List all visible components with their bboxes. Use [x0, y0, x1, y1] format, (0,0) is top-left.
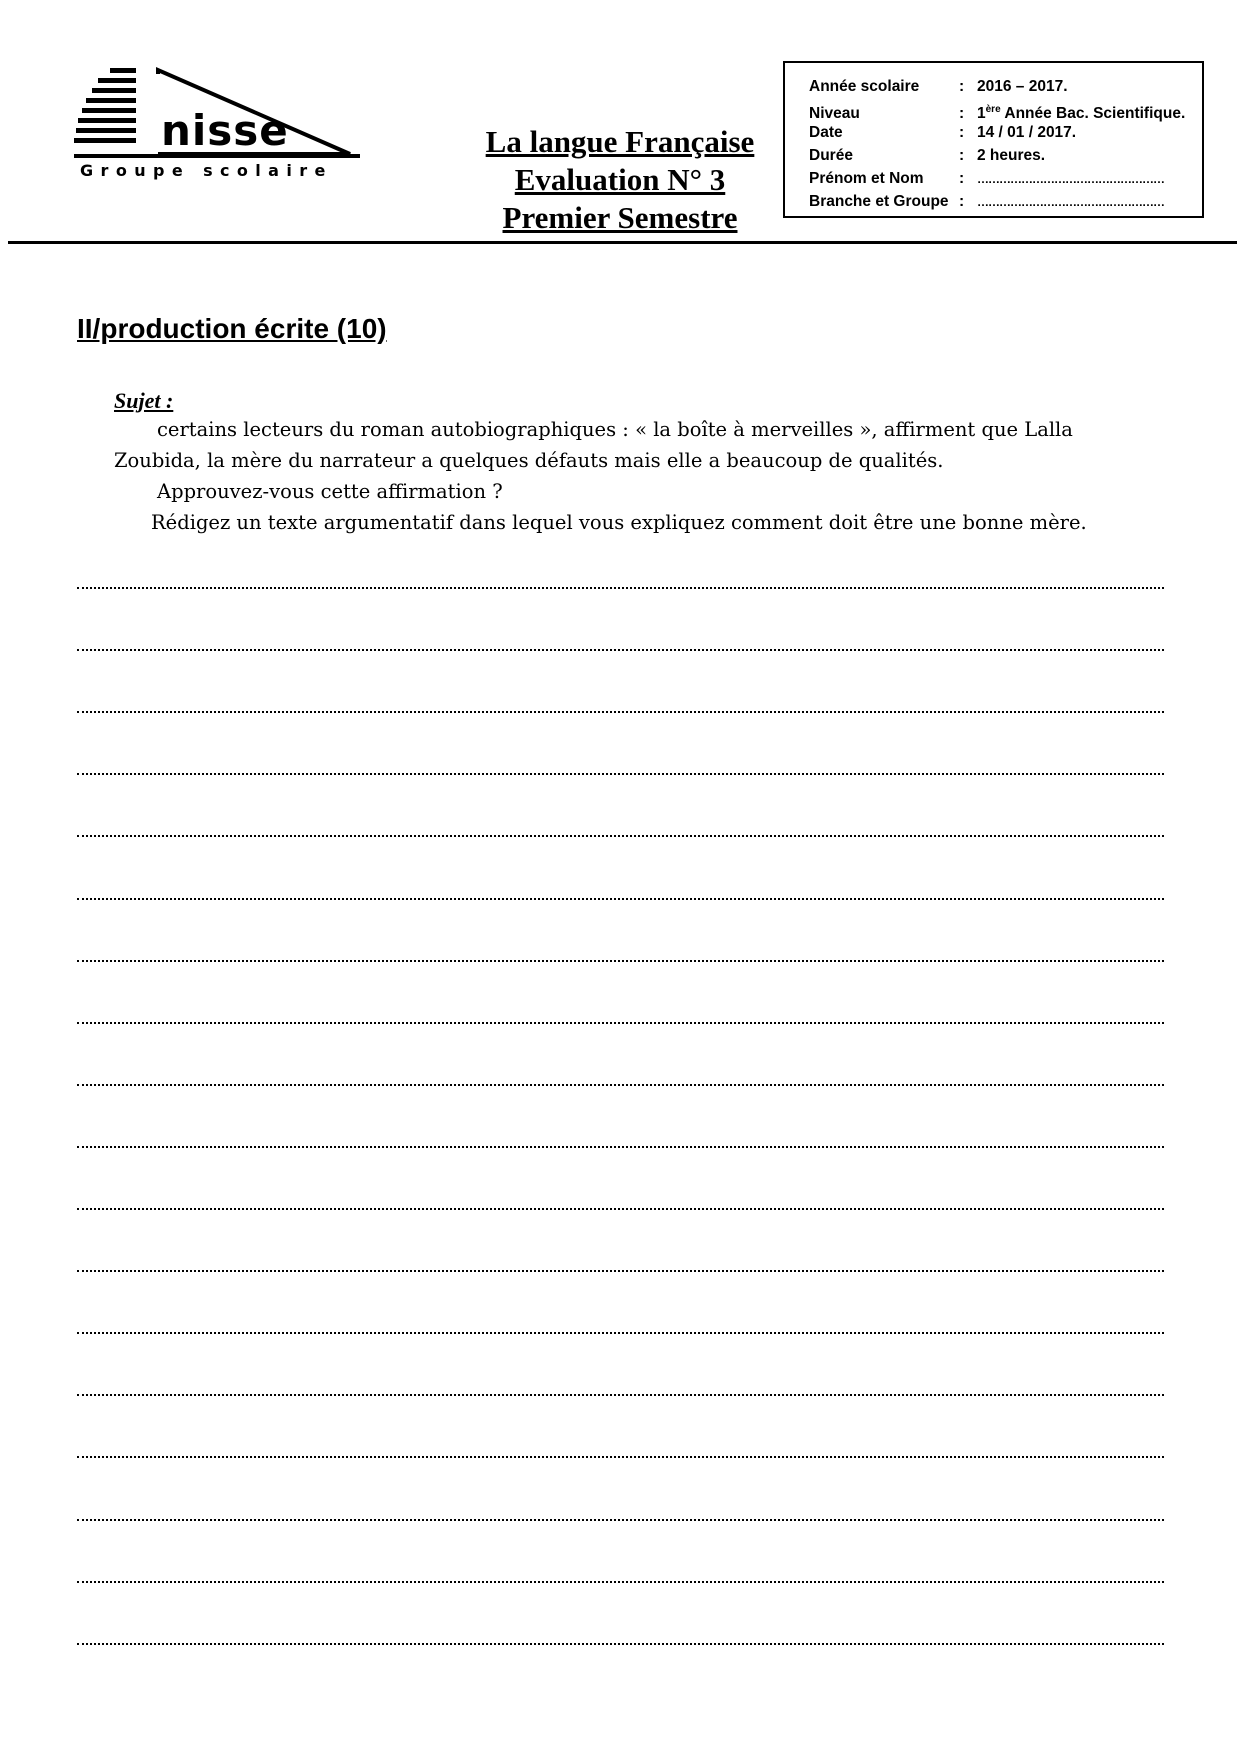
logo-subtitle: Groupe scolaire [80, 161, 333, 180]
answer-line[interactable] [77, 587, 1164, 589]
info-label: Date [809, 124, 843, 141]
answer-line[interactable] [77, 1581, 1164, 1583]
subject-question: Approuvez-vous cette affirmation ? [157, 480, 503, 503]
semester-title-text: Premier Semestre [502, 200, 738, 235]
answer-line[interactable] [77, 649, 1164, 651]
info-label: Année scolaire [809, 78, 920, 95]
answer-line[interactable] [77, 1022, 1164, 1024]
info-row-name: Prénom et Nom : …………………………………………… [809, 170, 1164, 187]
section-title: II/production écrite (10) [77, 313, 387, 344]
info-row-group: Branche et Groupe : …………………………………………… [809, 193, 1164, 210]
answer-line[interactable] [77, 898, 1164, 900]
school-logo [70, 66, 370, 190]
group-field[interactable]: …………………………………………… [977, 195, 1164, 209]
answer-line[interactable] [77, 1208, 1164, 1210]
subject-label: Sujet : [114, 388, 174, 413]
subject-instruction: Rédigez un texte argumentatif dans lequel vous expliquez comment doit être une bonne mère. [151, 511, 1087, 534]
subject-title: La langue Française [485, 124, 755, 159]
info-value: 2 heures. [977, 147, 1046, 164]
info-label: Prénom et Nom [809, 170, 924, 187]
logo-name: nisse [161, 106, 289, 155]
answer-line[interactable] [77, 1456, 1164, 1458]
answer-line[interactable] [77, 1332, 1164, 1334]
info-label: Durée [809, 147, 853, 164]
evaluation-title: Evaluation N° 3 [514, 162, 726, 197]
answer-line[interactable] [77, 1394, 1164, 1396]
answer-line[interactable] [77, 711, 1164, 713]
info-row-date: Date : 14 / 01 / 2017. [809, 124, 1077, 141]
answer-line[interactable] [77, 1270, 1164, 1272]
semester-title [430, 199, 810, 237]
answer-line[interactable] [77, 1084, 1164, 1086]
info-label: Branche et Groupe [809, 193, 949, 210]
info-row-duration: Durée : 2 heures. [809, 147, 1046, 164]
subject-paragraph-1: certains lecteurs du roman autobiographiques : « la boîte à merveilles », affirment que Lalla [157, 418, 1073, 441]
student-info-box [783, 61, 1204, 218]
name-field[interactable]: …………………………………………… [977, 172, 1164, 186]
answer-line[interactable] [77, 773, 1164, 775]
info-value: Année Bac. Scientifique. [1000, 105, 1186, 123]
answer-line[interactable] [77, 1643, 1164, 1645]
answer-line[interactable] [77, 835, 1164, 837]
subject-paragraph-2: Zoubida, la mère du narrateur a quelques défauts mais elle a beaucoup de qualités. [114, 449, 944, 472]
info-value-superscript: ère [985, 104, 1001, 115]
answer-line[interactable] [77, 1146, 1164, 1148]
info-value-number: 1 [977, 105, 986, 123]
info-row-level: Niveau : 1ère Année Bac. Scientifique. [809, 104, 1186, 123]
answer-line[interactable] [77, 1519, 1164, 1521]
info-row-school-year: Année scolaire : 2016 – 2017. [809, 78, 1068, 95]
info-label: Niveau [809, 105, 860, 123]
info-value: 2016 – 2017. [977, 78, 1068, 95]
answer-line[interactable] [77, 960, 1164, 962]
header-divider [8, 241, 1237, 244]
info-value: 14 / 01 / 2017. [977, 124, 1077, 141]
